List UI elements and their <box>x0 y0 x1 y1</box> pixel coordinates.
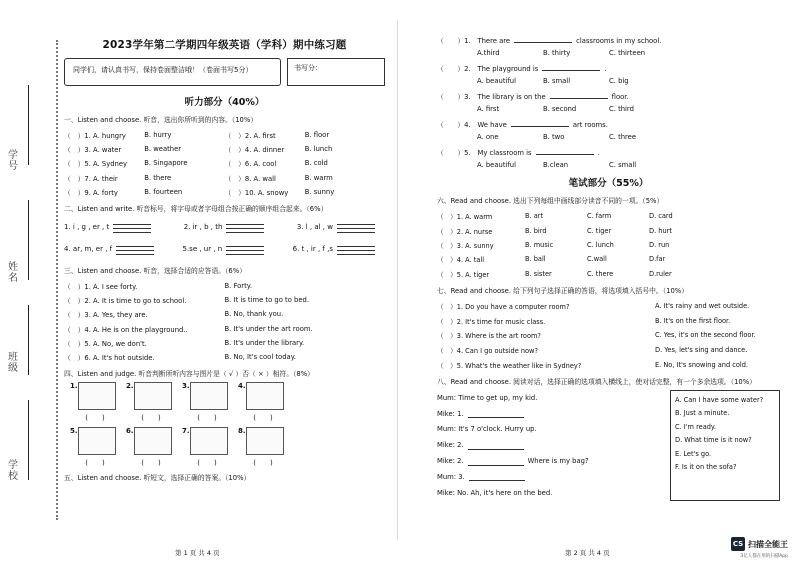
dialogue-text: Mum: 3. <box>437 472 465 481</box>
l3-cell[interactable]: （ ）1. A. I see forty. <box>64 283 138 292</box>
r5-blank[interactable] <box>542 62 600 71</box>
l2-item[interactable]: 1. i , g , er , t <box>64 221 151 233</box>
l1-cell[interactable]: （ ）3. A. water <box>64 146 122 155</box>
l3-row <box>64 307 385 321</box>
l1-cell: B. Singapore <box>144 159 188 168</box>
r6-cell[interactable]: （ ）5. A. tiger <box>437 270 490 279</box>
r6-cell[interactable]: （ ）2. A. nurse <box>437 227 493 236</box>
camscanner-name: 扫描全能王 <box>748 539 788 549</box>
dialogue-option: A. Can I have some water? <box>675 395 764 404</box>
r5-option[interactable]: C. big <box>609 77 629 85</box>
l2-item[interactable]: 6. t , ir , f ,s <box>293 243 375 255</box>
r5-option[interactable]: B. small <box>543 77 571 85</box>
picture-image <box>246 427 284 455</box>
r5-option[interactable]: C. small <box>609 161 637 169</box>
r7-row <box>437 328 780 343</box>
l1-cell: B. there <box>144 173 172 182</box>
l2-item[interactable]: 4. ar, m, er , f <box>64 243 154 255</box>
l1-row <box>64 185 385 199</box>
r6-cell: B. art <box>525 212 544 221</box>
r7-answer: C. Yes, it's on the second floor. <box>655 331 756 340</box>
dialogue <box>437 390 662 501</box>
l2-item[interactable]: 5.se , ur , n <box>183 243 265 255</box>
r7-rows <box>437 299 780 372</box>
dialogue-blank[interactable] <box>468 457 524 466</box>
exam-title: 2023学年第二学期四年级英语（学科）期中练习题 <box>102 39 347 51</box>
l1-cell[interactable]: （ ）4. A. dinner <box>224 146 285 155</box>
l3-row <box>64 350 385 364</box>
dialogue-text: Mike: No. Ah, it's here on the bed. <box>437 488 553 497</box>
l3-cell[interactable]: （ ）3. A. Yes, they are. <box>64 311 148 320</box>
l1-row <box>64 156 385 170</box>
picture-number: 5. <box>70 427 78 436</box>
r5-options <box>437 77 780 85</box>
r5-suffix: . <box>597 149 600 157</box>
picture-answer[interactable]: ( ) <box>197 459 217 468</box>
r5-option[interactable]: A. beautiful <box>477 161 516 169</box>
l3-cell: B. It is time to go to bed. <box>224 296 309 305</box>
l1-cell[interactable]: （ ）9. A. forty <box>64 188 118 197</box>
picture-item <box>126 382 176 423</box>
l3-cell: B. Forty. <box>224 282 252 291</box>
r5-options <box>437 161 780 169</box>
picture-image <box>246 382 284 410</box>
dialogue-option: D. What time is it now? <box>675 436 752 445</box>
r6-cell[interactable]: （ ）3. A. sunny <box>437 241 494 250</box>
dialogue-line <box>437 390 662 406</box>
r7-question[interactable]: （ ）4. Can I go outside now? <box>437 347 538 356</box>
r6-cell: C. tiger <box>587 226 612 235</box>
l1-cell[interactable]: （ ）1. A. hungry <box>64 132 126 141</box>
dialogue-text: Mike: 1. <box>437 409 464 418</box>
r5-stem <box>437 90 780 101</box>
r5-options <box>437 49 780 57</box>
picture-number: 7. <box>182 427 190 436</box>
l5-heading: 五、Listen and choose. 听短文，选择正确的答案。（10%） <box>64 474 251 483</box>
r6-cell: B. ball <box>525 255 546 264</box>
r5-suffix: art rooms. <box>572 121 608 129</box>
picture-image <box>190 382 228 410</box>
dialogue-option: B. Just a minute. <box>675 409 730 418</box>
l3-cell[interactable]: （ ）2. A. It is time to go to school. <box>64 297 187 306</box>
r6-cell: D. card <box>649 212 673 221</box>
picture-image <box>134 427 172 455</box>
notice-box: 同学们，请认真书写，保持卷面整洁哦！（卷面书写5分） <box>64 58 281 86</box>
r7-question[interactable]: （ ）2. It's time for music class. <box>437 317 546 326</box>
dialogue-line <box>437 406 662 422</box>
dialogue-text: Mum: It's 7 o'clock. Hurry up. <box>437 425 537 434</box>
r6-cell: D. run <box>649 240 670 249</box>
picture-image <box>78 427 116 455</box>
picture-item <box>182 382 232 423</box>
r5-questions <box>437 34 780 169</box>
dialogue-blank[interactable] <box>468 441 524 450</box>
r5-prefix: （ ）4. We have <box>437 121 507 129</box>
l1-rows <box>64 128 385 199</box>
dialogue-text: Mike: 2. <box>437 457 464 465</box>
picture-image <box>190 427 228 455</box>
picture-item <box>182 427 232 468</box>
r5-blank[interactable] <box>550 90 608 99</box>
l3-cell: B. It's under the art room. <box>224 324 313 333</box>
picture-number: 3. <box>182 382 190 391</box>
l1-row <box>64 142 385 156</box>
r6-cell: C. there <box>587 269 614 278</box>
writing-title: 笔试部分（55%） <box>568 178 649 189</box>
picture-answer[interactable]: ( ) <box>141 459 161 468</box>
r5-blank[interactable] <box>536 146 594 155</box>
r6-cell: B. bird <box>525 226 547 235</box>
l4-heading: 四、Listen and judge. 听音判断所听内容与图片是（ √ ）否（ × ）相符。（8%） <box>64 370 314 379</box>
picture-item <box>126 427 176 468</box>
r7-answer: D. Yes, let's sing and dance. <box>655 346 748 355</box>
r5-option[interactable]: A. first <box>477 105 500 113</box>
dialogue-line <box>437 422 662 438</box>
r6-cell: C. lunch <box>587 240 614 249</box>
dialogue-text: Mike: 2. <box>437 441 464 450</box>
r6-row <box>437 252 780 266</box>
l1-cell: B. cold <box>304 159 328 168</box>
l2-heading: 二、Listen and write. 听音标号，将字母或者字母组合按正确的顺序组合起来。（6%） <box>64 204 328 213</box>
dialogue-line <box>437 453 662 469</box>
l1-cell: B. floor <box>304 131 330 140</box>
r6-cell: B. sister <box>525 269 552 278</box>
l1-cell[interactable]: （ ）7. A. their <box>64 174 118 183</box>
page-right <box>397 0 794 561</box>
picture-item <box>70 382 120 423</box>
picture-item <box>238 427 288 468</box>
dialogue-option: E. Let's go. <box>675 449 712 458</box>
r5-option[interactable]: C. three <box>609 133 637 141</box>
picture-answer[interactable]: ( ) <box>85 414 105 423</box>
l1-cell: B. warm <box>304 173 333 182</box>
r5-stem <box>437 146 780 157</box>
l2-item[interactable]: 3. l , al , w <box>297 221 375 233</box>
r5-blank[interactable] <box>511 118 569 127</box>
r5-option[interactable]: A.third <box>477 49 500 57</box>
r6-cell: B. music <box>525 240 554 249</box>
camscanner-logo-icon: CS <box>731 537 745 551</box>
r5-option[interactable]: A. one <box>477 133 499 141</box>
r7-heading: 七、Read and choose. 给下列句子选择正确的答语，将选项填入括号中。（10%） <box>437 286 689 295</box>
dialogue-line <box>437 437 662 453</box>
r5-suffix: floor. <box>611 93 629 101</box>
dialogue-blank[interactable] <box>468 409 524 418</box>
picture-answer[interactable]: ( ) <box>85 459 105 468</box>
picture-answer[interactable]: ( ) <box>253 459 273 468</box>
dialogue-text: Mum: Time to get up, my kid. <box>437 393 538 402</box>
r7-question[interactable]: （ ）5. What's the weather like in Sydney? <box>437 361 582 370</box>
r5-stem <box>437 118 780 129</box>
r5-suffix: classrooms in my school. <box>576 37 662 45</box>
dialogue-option: F. Is it on the sofa? <box>675 463 737 472</box>
r5-option[interactable]: B. second <box>543 105 577 113</box>
l1-cell: B. lunch <box>304 145 333 154</box>
r5-question <box>437 34 780 57</box>
r6-cell[interactable]: （ ）1. A. warm <box>437 213 493 222</box>
picture-answer[interactable]: ( ) <box>253 414 273 423</box>
r6-cell: D.ruler <box>649 269 672 278</box>
r5-prefix: （ ）5. My classroom is <box>437 149 532 157</box>
r6-cell: D.far <box>649 255 666 264</box>
r7-question[interactable]: （ ）3. Where is the art room? <box>437 332 541 341</box>
l1-cell[interactable]: （ ）6. A. cool <box>224 160 277 169</box>
r5-options <box>437 105 780 113</box>
r6-heading: 六、Read and choose. 选出下列每组中画线部分读音不同的一项。（5%） <box>437 197 664 205</box>
signature-box[interactable]: 书写分： <box>287 58 385 86</box>
r6-row <box>437 238 780 252</box>
r6-row <box>437 267 780 281</box>
r6-cell: C.wall <box>587 255 607 264</box>
r5-option[interactable]: C. thirteen <box>609 49 646 57</box>
r5-stem <box>437 34 780 45</box>
dialogue-blank[interactable] <box>469 472 525 481</box>
l3-cell[interactable]: （ ）6. A. It's hot outside. <box>64 353 155 362</box>
l1-cell: B. sunny <box>304 187 335 196</box>
l1-cell: B. weather <box>144 145 182 154</box>
l3-row <box>64 279 385 293</box>
r7-question[interactable]: （ ）1. Do you have a computer room? <box>437 303 570 312</box>
r6-cell: C. farm <box>587 212 612 221</box>
l1-heading: 一、Listen and choose. 听音，选出你所听到的内容。（10%） <box>64 116 258 124</box>
l1-cell[interactable]: （ ）10. A. snowy <box>224 188 289 197</box>
r7-row <box>437 357 780 372</box>
r7-answer: B. It's on the first floor. <box>655 316 731 325</box>
picture-image <box>134 382 172 410</box>
l1-cell[interactable]: （ ）2. A. first <box>224 132 276 141</box>
r5-question <box>437 146 780 169</box>
picture-image <box>78 382 116 410</box>
r7-answer: A. It's rainy and wet outside. <box>655 302 750 311</box>
picture-number: 8. <box>238 427 246 436</box>
l3-heading: 三、Listen and choose. 听音，选择合适的应答语。（6%） <box>64 266 247 275</box>
listening-title: 听力部分（40%） <box>184 97 265 108</box>
r5-blank[interactable] <box>514 34 572 43</box>
r5-prefix: （ ）3. The library is on the <box>437 93 546 101</box>
r6-cell: D. hurt <box>649 226 672 235</box>
picture-item <box>70 427 120 468</box>
r5-stem <box>437 62 780 73</box>
sidebar-label-student-id: 学号 <box>8 150 18 172</box>
r7-answer: E. No, It's snowing and cold. <box>655 360 748 369</box>
l2-item[interactable]: 2. ir , b , th <box>184 221 265 233</box>
r5-suffix: . <box>604 65 607 73</box>
r6-row <box>437 223 780 237</box>
dialogue-line <box>437 469 662 485</box>
l1-cell: B. fourteen <box>144 187 183 196</box>
r5-option[interactable]: B. two <box>543 133 565 141</box>
r5-option[interactable]: B.clean <box>543 161 569 169</box>
picture-item <box>238 382 288 423</box>
l1-cell: B. hurry <box>144 131 172 140</box>
r8-heading: 八、Read and choose. 阅读对话，选择正确的选项填入横线上，使对话完整，有一个多余选项。（10%） <box>437 377 756 386</box>
picture-number: 4. <box>238 382 246 391</box>
r5-question <box>437 62 780 85</box>
l1-cell[interactable]: （ ）8. A. wall <box>224 174 276 183</box>
r6-cell[interactable]: （ ）4. A. tall <box>437 256 485 265</box>
r5-question <box>437 90 780 113</box>
options-box <box>670 390 780 501</box>
l3-row <box>64 336 385 350</box>
l3-row <box>64 322 385 336</box>
picture-number: 1. <box>70 382 78 391</box>
picture-answer[interactable]: ( ) <box>141 414 161 423</box>
r5-options <box>437 133 780 141</box>
camscanner-watermark <box>731 537 788 551</box>
picture-number: 2. <box>126 382 134 391</box>
picture-answer[interactable]: ( ) <box>197 414 217 423</box>
sidebar-label-name: 姓名 <box>8 262 18 284</box>
dialogue-option: C. I'm ready. <box>675 422 716 431</box>
l1-row <box>64 128 385 142</box>
r5-option[interactable]: C. third <box>609 105 634 113</box>
r7-row <box>437 314 780 329</box>
r5-question <box>437 118 780 141</box>
l3-cell[interactable]: （ ）4. A. He is on the playground.. <box>64 325 188 334</box>
l3-rows <box>64 279 385 364</box>
dialogue-line <box>437 485 662 501</box>
page-footer-left: 第 1 页 共 4 页 <box>175 549 220 557</box>
l3-row <box>64 293 385 307</box>
l3-cell: B. No, thank you. <box>224 310 284 319</box>
picture-number: 6. <box>126 427 134 436</box>
l3-cell[interactable]: （ ）5. A. No, we don't. <box>64 339 147 348</box>
sidebar-label-class: 班级 <box>8 352 18 374</box>
r5-prefix: （ ）1. There are <box>437 37 511 45</box>
sidebar-label-school: 学校 <box>8 460 18 482</box>
camscanner-sub: 3亿人都在用的扫描App <box>740 554 788 559</box>
r6-rows <box>437 209 780 281</box>
l1-row <box>64 171 385 185</box>
page-footer-right: 第 2 页 共 4 页 <box>565 549 610 557</box>
l3-cell: B. No, It's cool today. <box>224 352 296 361</box>
r6-row <box>437 209 780 223</box>
r7-row <box>437 299 780 314</box>
r5-option[interactable]: A. beautiful <box>477 77 516 85</box>
dialogue-text: Where is my bag? <box>527 457 589 465</box>
l1-cell[interactable]: （ ）5. A. Sydney <box>64 160 128 169</box>
r5-option[interactable]: B. thirty <box>543 49 571 57</box>
l3-cell: B. It's under the library. <box>224 338 305 347</box>
r7-row <box>437 343 780 358</box>
r5-prefix: （ ）2. The playground is <box>437 65 539 73</box>
